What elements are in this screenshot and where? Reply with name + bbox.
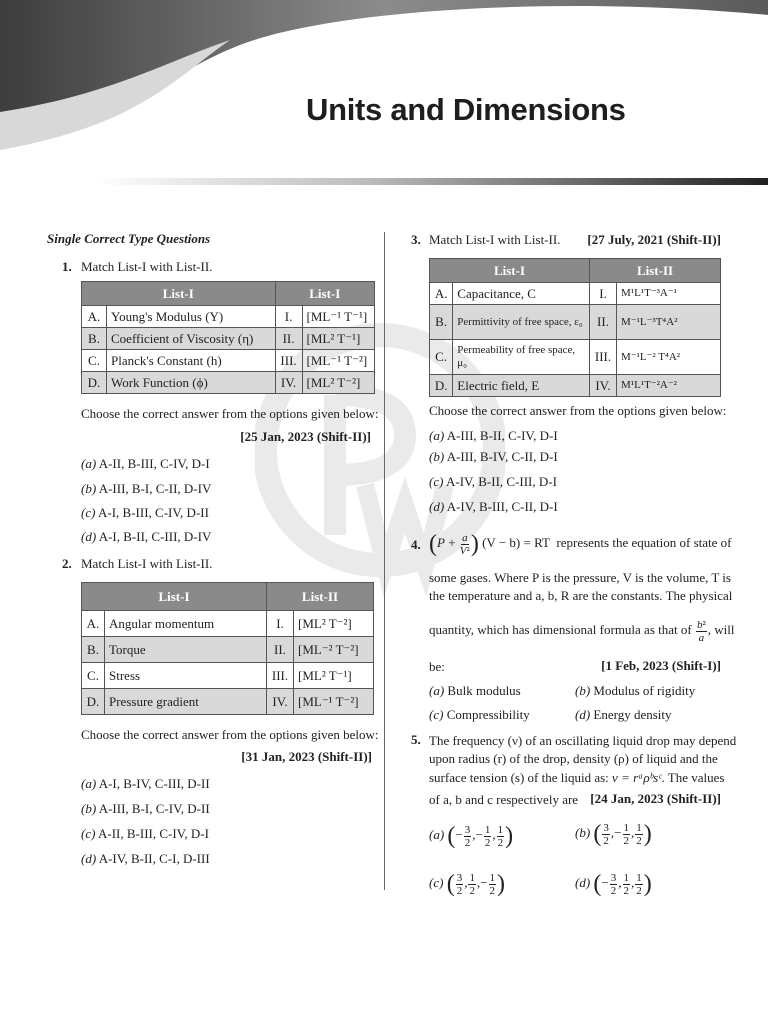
table-row: B. Coefficient of Viscosity (η) II. [ML² T⁻¹]: [82, 328, 375, 350]
question-source: [25 Jan, 2023 (Shift-II)]: [240, 429, 371, 444]
table-row: C. Planck's Constant (h) III. [ML⁻¹ T⁻²]: [82, 350, 375, 372]
question-text-line: some gases. Where P is the pressure, V is the volume, T is: [429, 570, 731, 585]
question-text-line: The frequency (ν) of an oscillating liquid drop may depend: [429, 733, 737, 748]
match-table-q3: [429, 258, 721, 397]
question-source: [1 Feb, 2023 (Shift-I)]: [601, 658, 721, 673]
option-a[interactable]: (a) A-I, B-IV, C-III, D-II: [81, 776, 210, 791]
question-number: 1.: [62, 259, 72, 274]
table-header-left: List-I: [82, 583, 267, 611]
question-source: [31 Jan, 2023 (Shift-II)]: [241, 749, 372, 764]
choose-instruction: Choose the correct answer from the options given below:: [81, 727, 379, 742]
table-row: D. Work Function (ϕ) IV. [ML² T⁻²]: [82, 372, 375, 394]
table-row: D. Electric field, E IV. M¹L¹T⁻²A⁻²: [430, 375, 721, 397]
option-b[interactable]: (b) ( $\frac{3}{2}$ ,− $\frac{1}{2}$ , $\frac{1}{2}$ ): [575, 821, 652, 848]
option-a[interactable]: (a) A-III, B-II, C-IV, D-I: [429, 428, 558, 443]
table-header-left: List-I: [430, 259, 590, 283]
table-row: A. Young's Modulus (Y) I. [ML⁻¹ T⁻¹]: [82, 306, 375, 328]
option-c[interactable]: (c) ( $\frac{3}{2}$ , $\frac{1}{2}$ ,− $\frac{1}{2}$ ): [429, 871, 506, 898]
table-row: C. Stress III. [ML² T⁻¹]: [82, 663, 374, 689]
choose-instruction: Choose the correct answer from the options given below:: [429, 403, 727, 418]
question-number: 3.: [411, 232, 421, 247]
question-source: [24 Jan, 2023 (Shift-II)]: [590, 791, 721, 806]
option-d[interactable]: (d) A-I, B-II, C-III, D-IV: [81, 529, 212, 544]
option-b[interactable]: (b) A-III, B-I, C-IV, D-II: [81, 801, 210, 816]
table-row: D. Pressure gradient IV. [ML⁻¹ T⁻²]: [82, 689, 374, 715]
choose-instruction: Choose the correct answer from the options given below:: [81, 406, 379, 421]
table-row: B. Permittivity of free space, ε₀ II. M⁻¹L⁻³T⁴A²: [430, 305, 721, 340]
question-number: 5.: [411, 732, 421, 747]
section-heading: Single Correct Type Questions: [47, 231, 211, 246]
question-prompt: Match List-I with List-II.: [81, 556, 213, 571]
question-source: [27 July, 2021 (Shift-II)]: [587, 232, 721, 247]
table-row: B. Torque II. [ML⁻² T⁻²]: [82, 637, 374, 663]
question-text-line: surface tension (s) of the liquid as: v = rᵃρᵇsᶜ. The values: [429, 770, 725, 785]
table-header-right: List-II: [266, 583, 373, 611]
option-c[interactable]: (c) A-IV, B-II, C-III, D-I: [429, 474, 557, 489]
option-d[interactable]: (d) Energy density: [575, 707, 672, 722]
table-header-right: List-I: [275, 282, 374, 306]
match-table-q2: [81, 582, 374, 715]
question-text-line: the temperature and a, b, R are the constants. The physical: [429, 588, 733, 603]
question-text-line: quantity, which has dimensional formula as that of $\frac{\text{b²}}{a}$ , will: [429, 618, 735, 644]
option-a[interactable]: (a) A-II, B-III, C-IV, D-I: [81, 456, 210, 471]
table-row: C. Permeability of free space, μ₀ III. M⁻¹L⁻² T⁴A²: [430, 340, 721, 375]
table-header-right: List-II: [590, 259, 721, 283]
option-c[interactable]: (c) A-II, B-III, C-IV, D-I: [81, 826, 209, 841]
question-text-line: be:: [429, 659, 445, 674]
question-number: 2.: [62, 556, 72, 571]
question-prompt: Match List-I with List-II.: [429, 232, 561, 247]
option-d[interactable]: (d) A-IV, B-III, C-II, D-I: [429, 499, 558, 514]
option-d[interactable]: (d) A-IV, B-II, C-I, D-III: [81, 851, 210, 866]
option-a[interactable]: (a) (− $\frac{3}{2}$ ,− $\frac{1}{2}$ , $\frac{1}{2}$ ): [429, 823, 514, 850]
question-text-line: upon radius (r) of the drop, density (ρ) of liquid and the: [429, 751, 718, 766]
option-a[interactable]: (a) Bulk modulus: [429, 683, 521, 698]
page-title: Units and Dimensions: [306, 92, 626, 127]
match-table-q1: [81, 281, 375, 394]
option-c[interactable]: (c) Compressibility: [429, 707, 530, 722]
question-text-line: of a, b and c respectively are: [429, 792, 579, 807]
option-b[interactable]: (b) A-III, B-IV, C-II, D-I: [429, 449, 558, 464]
question-number: 4.: [411, 537, 421, 552]
question-prompt: Match List-I with List-II.: [81, 259, 213, 274]
option-b[interactable]: (b) Modulus of rigidity: [575, 683, 696, 698]
table-row: A. Angular momentum I. [ML² T⁻²]: [82, 611, 374, 637]
option-c[interactable]: (c) A-I, B-III, C-IV, D-II: [81, 505, 209, 520]
equation-of-state: (P + $\frac{a}{\text{V²}}$ ) (V − b) = RT represents the equation of state of: [429, 531, 732, 558]
option-b[interactable]: (b) A-III, B-I, C-II, D-IV: [81, 481, 212, 496]
table-header-left: List-I: [82, 282, 276, 306]
table-row: A. Capacitance, C I. M¹L¹T⁻³A⁻¹: [430, 283, 721, 305]
column-divider: [384, 232, 385, 890]
option-d[interactable]: (d) (− $\frac{3}{2}$ , $\frac{1}{2}$ , $\frac{1}{2}$ ): [575, 871, 652, 898]
